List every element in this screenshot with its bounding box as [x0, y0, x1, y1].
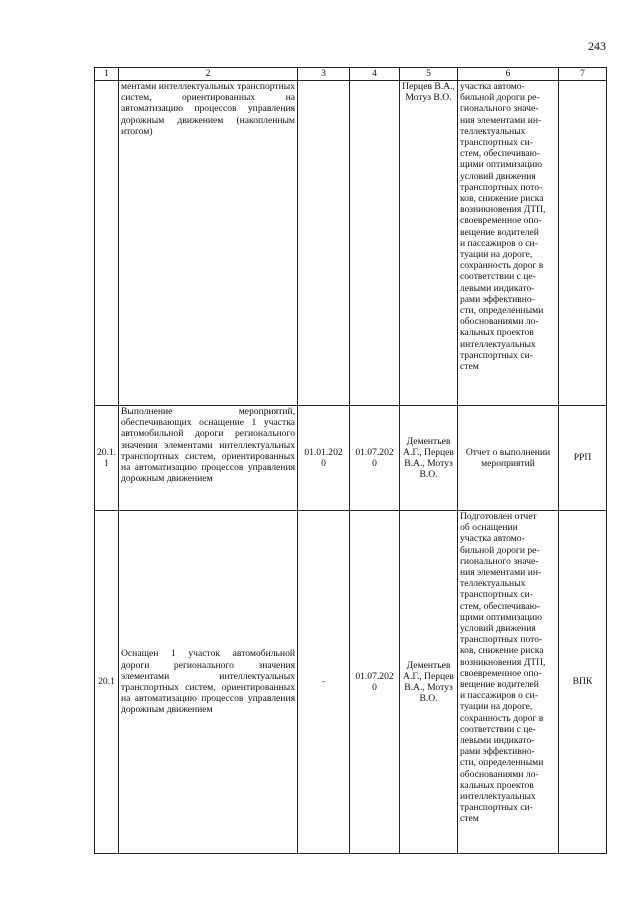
- column-number: 2: [119, 68, 298, 81]
- start-date: 01.01.202 0: [298, 406, 350, 511]
- result-description: Отчет о выполнении мероприятий: [458, 406, 559, 511]
- column-number: 3: [298, 68, 350, 81]
- implementation-plan-table: [94, 67, 607, 854]
- start-date: -: [298, 511, 350, 854]
- column-number: 5: [400, 68, 458, 81]
- control-type: РРП: [559, 406, 607, 511]
- end-date: 01.07.202 0: [350, 406, 400, 511]
- column-number: 6: [458, 68, 559, 81]
- end-date: [350, 81, 400, 406]
- end-date: 01.07.202 0: [350, 511, 400, 854]
- responsible-persons: Дементьев А.Г., Перцев В.А., Мотуз В.О.: [400, 511, 458, 854]
- column-number: 7: [559, 68, 607, 81]
- result-description: участка автомо- бильной дороги ре- гионального значе- ния элементами ин- теллектуальных транспортных си- стем, обеспечиваю- щими оптимизацию условий движения транспортных пото- ков, снижение риска возникновения ДТП, своевременное опо- вещение водителей и пассажиров о си- туации на дороге, сохранность дорог в соответствии с це- левыми индикато- рами эффективно- сти, определенными обоснованиями ло- кальных проектов интеллектуальных транспортных си- стем: [458, 81, 559, 406]
- page-number: 243: [588, 39, 606, 53]
- column-number: 4: [350, 68, 400, 81]
- responsible-persons: Перцев В.А., Мотуз В.О.: [400, 81, 458, 406]
- control-type: ВПК: [559, 511, 607, 854]
- row-number: [95, 81, 119, 406]
- row-number: 20.1: [95, 511, 119, 854]
- row-description: ментами интеллектуальных транспортных систем, ориентированных на автоматизацию процессов управления дорожным движением (накопленным итогом): [119, 81, 298, 406]
- row-description: Оснащен 1 участок автомобильной дороги регионального значения элементами интеллектуальных транспортных систем, ориентированных на автоматизацию процессов управления дорожным движением: [119, 511, 298, 854]
- responsible-persons: Дементьев А.Г., Перцев В.А., Мотуз В.О.: [400, 406, 458, 511]
- column-number: 1: [95, 68, 119, 81]
- table-row: [95, 81, 607, 406]
- start-date: [298, 81, 350, 406]
- table-row: [95, 511, 607, 854]
- row-number: 20.1. 1: [95, 406, 119, 511]
- control-type: [559, 81, 607, 406]
- table-row: [95, 406, 607, 511]
- result-description: Подготовлен отчет об оснащении участка автомо- бильной дороги ре- гионального значе- ния элементами ин- теллектуальных транспортных си- стем, обеспечиваю- щими оптимизацию условий движения транспортных пото- ков, снижение риска возникновения ДТП, своевременное опо- вещение водителей и пассажиров о си- туации на дороге, сохранность дорог в соответствии с це- левыми индикато- рами эффективно- сти, определенными обоснованиями ло- кальных проектов интеллектуальных транспортных си- стем: [458, 511, 559, 854]
- column-number-row: [95, 68, 607, 81]
- row-description: Выполнение мероприятий, обеспечивающих оснащение 1 участка автомобильной дороги регионального значения элементами интеллектуальных транспортных систем, ориентированных на автоматизацию процессов управления дорожным движением: [119, 406, 298, 511]
